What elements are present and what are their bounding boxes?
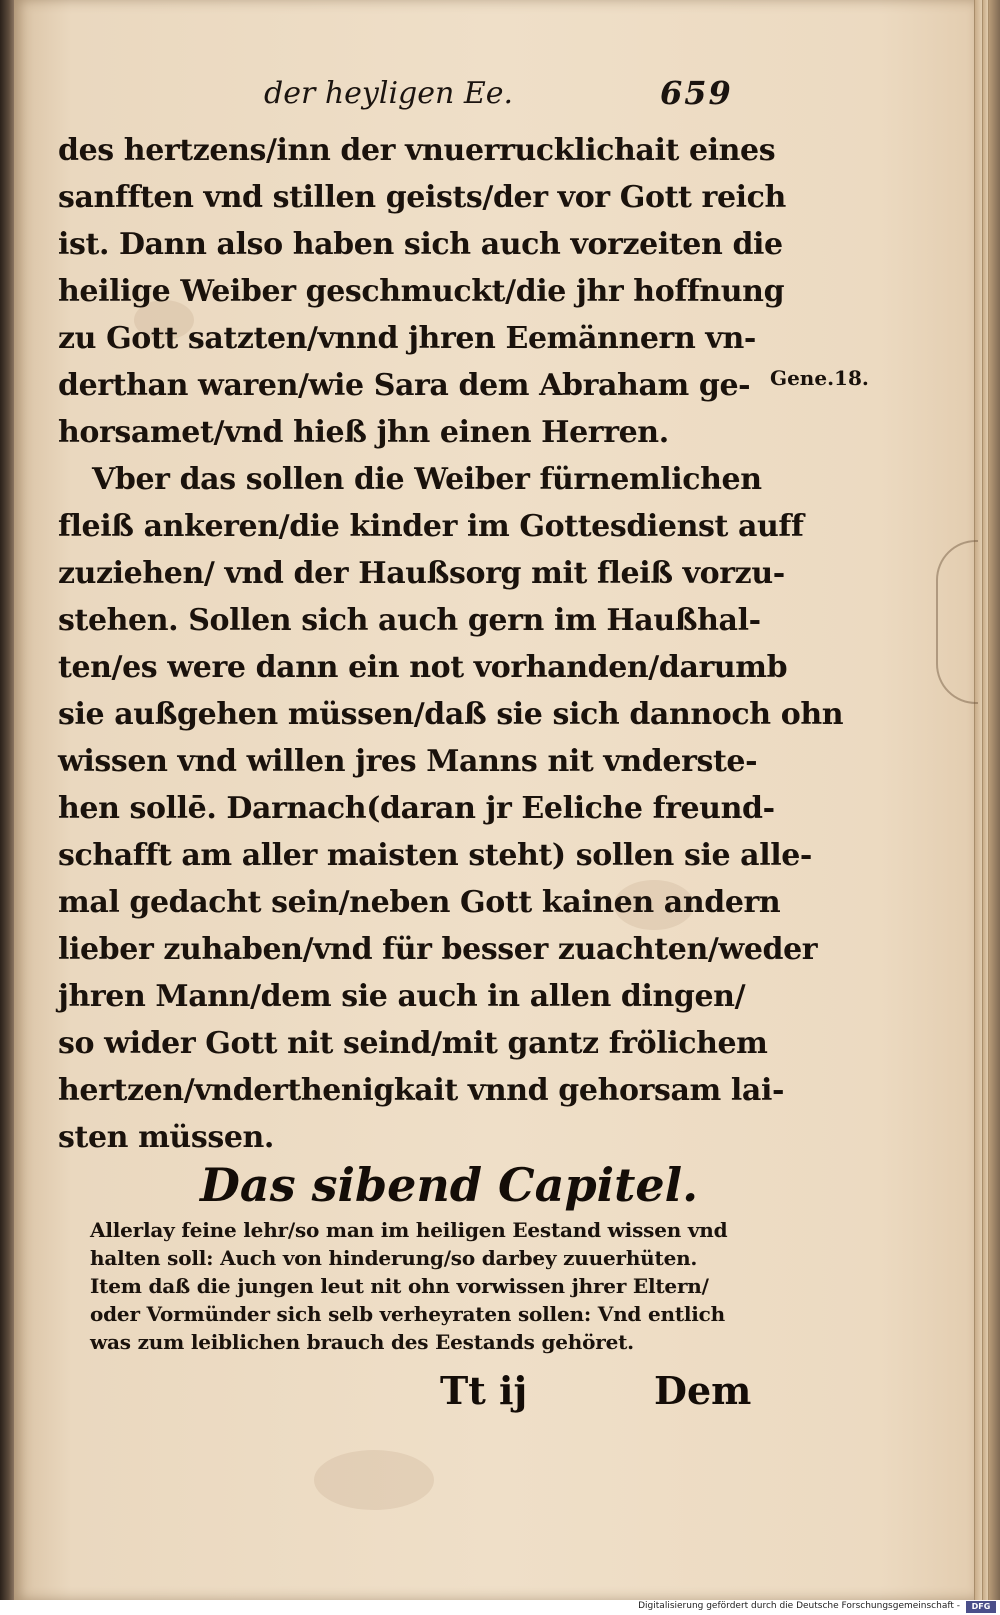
body-line: des hertzens/inn der vnuerrucklichait eines — [58, 133, 776, 168]
summary-line: oder Vormünder sich selb verheyraten sollen: Vnd entlich — [90, 1302, 725, 1326]
folio-number: 659 — [660, 74, 733, 112]
summary-line: was zum leiblichen brauch des Eestands gehöret. — [90, 1330, 634, 1354]
catchword: Dem — [654, 1368, 752, 1413]
book-cover-edge — [0, 0, 14, 1615]
summary-line: halten soll: Auch von hinderung/so darbey zuuerhüten. — [90, 1246, 698, 1270]
body-line: derthan waren/wie Sara dem Abraham ge- — [58, 368, 751, 403]
signature-mark: Tt ij — [440, 1368, 528, 1413]
body-line: sanfften vnd stillen geists/der vor Gott reich — [58, 180, 786, 215]
clasp-impression — [936, 540, 978, 704]
body-line: hertzen/vnderthenigkait vnnd gehorsam lai- — [58, 1073, 784, 1108]
body-line: jhren Mann/dem sie auch in allen dingen/ — [58, 979, 746, 1014]
body-line: zu Gott satzten/vnnd jhren Eemännern vn- — [58, 321, 756, 356]
body-line: lieber zuhaben/vnd für besser zuachten/weder — [58, 932, 818, 967]
foxing-stain — [314, 1450, 434, 1510]
running-head: der heyligen Ee. — [264, 76, 514, 111]
body-line: zuziehen/ vnd der Haußsorg mit fleiß vorzu- — [58, 556, 785, 591]
body-line: Vber das sollen die Weiber fürnemlichen — [92, 462, 762, 497]
body-line: fleiß ankeren/die kinder im Gottesdienst auff — [58, 509, 804, 544]
summary-line: Allerlay feine lehr/so man im heiligen Eestand wissen vnd — [90, 1218, 728, 1242]
body-line: heilige Weiber geschmuckt/die jhr hoffnung — [58, 274, 785, 309]
body-line: stehen. Sollen sich auch gern im Haußhal- — [58, 603, 761, 638]
body-line: schafft am aller maisten steht) sollen sie alle- — [58, 838, 812, 873]
dfg-logo: DFG — [966, 1601, 996, 1613]
body-line: hen sollē. Darnach(daran jr Eeliche freund- — [58, 791, 775, 826]
body-line: sie außgehen müssen/daß sie sich dannoch ohn — [58, 697, 844, 732]
body-line: wissen vnd willen jres Manns nit vnderste- — [58, 744, 758, 779]
funding-credit: Digitalisierung gefördert durch die Deutsche Forschungsgemeinschaft - — [638, 1601, 960, 1611]
body-line: ist. Dann also haben sich auch vorzeiten die — [58, 227, 783, 262]
summary-line: Item daß die jungen leut nit ohn vorwissen jhrer Eltern/ — [90, 1274, 709, 1298]
body-line: ten/es were dann ein not vorhanden/darumb — [58, 650, 788, 685]
chapter-title: Das sibend Capitel. — [200, 1158, 699, 1212]
body-line: sten müssen. — [58, 1120, 274, 1155]
body-line: so wider Gott nit seind/mit gantz frölichem — [58, 1026, 768, 1061]
body-line: mal gedacht sein/neben Gott kainen andern — [58, 885, 781, 920]
body-line: horsamet/vnd hieß jhn einen Herren. — [58, 415, 669, 450]
marginal-note: Gene.18. — [770, 366, 869, 390]
page-edge — [988, 0, 1000, 1600]
